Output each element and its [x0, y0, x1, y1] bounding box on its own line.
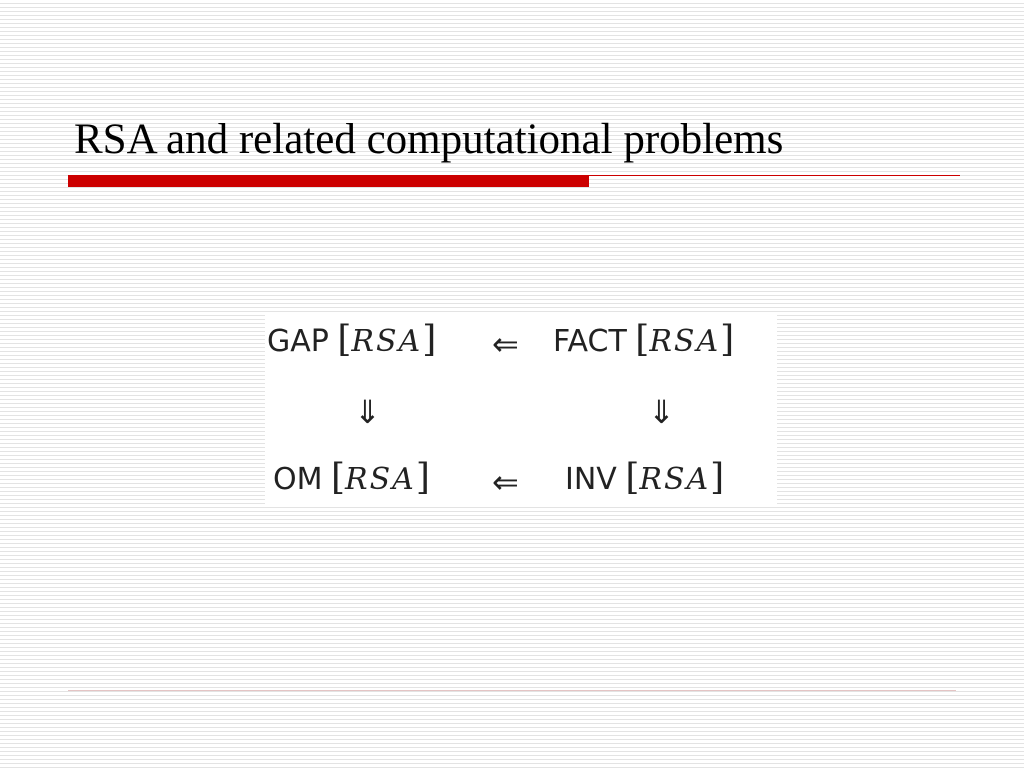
- open-bracket: [: [625, 457, 640, 498]
- title-underline-thin: [589, 175, 960, 176]
- open-bracket: [: [635, 319, 650, 360]
- reduction-diagram: [265, 312, 777, 505]
- inv-label: INV: [565, 462, 617, 497]
- inv-rsa-term: [565, 456, 724, 502]
- rsa-symbol: RSA: [345, 462, 416, 497]
- om-label: OM: [273, 462, 323, 497]
- footer-divider: [68, 690, 956, 691]
- title-underline-thick: [68, 175, 589, 187]
- rsa-symbol: RSA: [649, 324, 721, 359]
- slide-title: RSA and related computational problems: [74, 116, 784, 163]
- down-double-arrow-icon: ⇓: [648, 393, 675, 431]
- left-double-arrow-icon: ⇐: [492, 325, 519, 363]
- close-bracket: ]: [710, 457, 725, 498]
- gap-rsa-term: [267, 318, 436, 364]
- om-rsa-term: [273, 456, 430, 502]
- close-bracket: ]: [415, 457, 430, 498]
- open-bracket: [: [331, 457, 346, 498]
- rsa-symbol: RSA: [639, 462, 711, 497]
- rsa-symbol: RSA: [351, 324, 423, 359]
- down-double-arrow-icon: ⇓: [354, 393, 381, 431]
- left-double-arrow-icon: ⇐: [492, 463, 519, 501]
- close-bracket: ]: [720, 319, 735, 360]
- gap-label: GAP: [267, 324, 329, 359]
- open-bracket: [: [337, 319, 352, 360]
- fact-label: FACT: [553, 324, 627, 359]
- close-bracket: ]: [422, 319, 437, 360]
- fact-rsa-term: [553, 318, 734, 364]
